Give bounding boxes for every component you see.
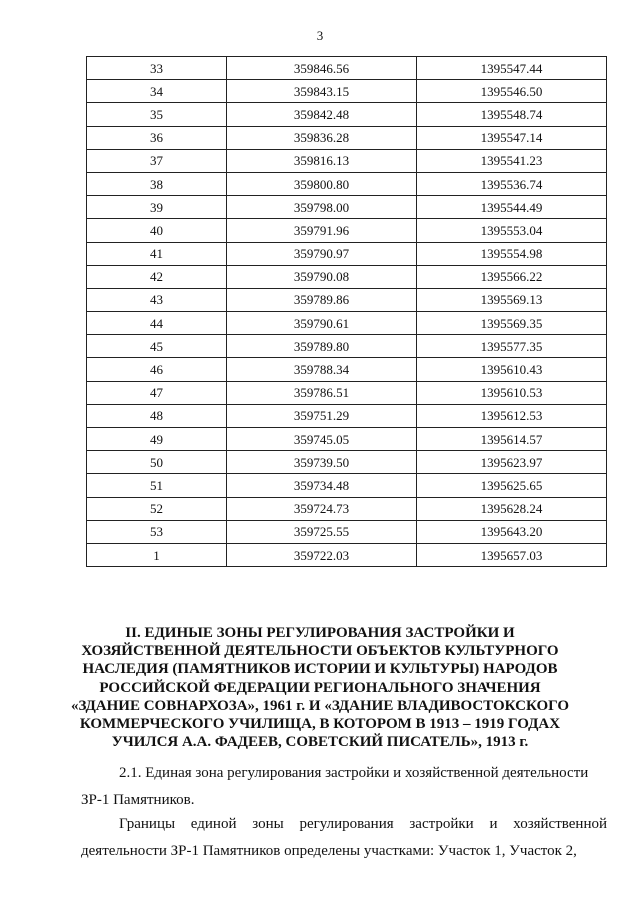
y-coordinate-cell: 1395628.24 [416, 497, 606, 520]
paragraph-text: Границы единой зоны регулирования застройки и хозяйственной деятельности ЗР-1 Памятников определены участками: Участок 1, Участок 2, [81, 816, 607, 859]
y-coordinate-cell: 1395547.44 [416, 57, 606, 80]
x-coordinate-cell: 359722.03 [227, 543, 417, 566]
y-coordinate-cell: 1395541.23 [416, 149, 606, 172]
paragraph-text: 2.1. Единая зона регулирования застройки и хозяйственной деятельности ЗР-1 Памятников. [81, 765, 589, 808]
x-coordinate-cell: 359816.13 [227, 149, 417, 172]
table-row [87, 474, 607, 497]
point-number-cell: 33 [87, 57, 227, 80]
x-coordinate-cell: 359790.61 [227, 312, 417, 335]
point-number-cell: 40 [87, 219, 227, 242]
point-number-cell: 36 [87, 126, 227, 149]
table-row [87, 265, 607, 288]
table-row [87, 149, 607, 172]
x-coordinate-cell: 359751.29 [227, 404, 417, 427]
point-number-cell: 46 [87, 358, 227, 381]
x-coordinate-cell: 359734.48 [227, 474, 417, 497]
y-coordinate-cell: 1395623.97 [416, 451, 606, 474]
point-number-cell: 51 [87, 474, 227, 497]
point-number-cell: 35 [87, 103, 227, 126]
table-row [87, 288, 607, 311]
x-coordinate-cell: 359725.55 [227, 520, 417, 543]
point-number-cell: 1 [87, 543, 227, 566]
y-coordinate-cell: 1395569.13 [416, 288, 606, 311]
point-number-cell: 44 [87, 312, 227, 335]
table-row [87, 428, 607, 451]
point-number-cell: 42 [87, 265, 227, 288]
x-coordinate-cell: 359745.05 [227, 428, 417, 451]
point-number-cell: 50 [87, 451, 227, 474]
x-coordinate-cell: 359789.80 [227, 335, 417, 358]
table-row [87, 404, 607, 427]
point-number-cell: 41 [87, 242, 227, 265]
x-coordinate-cell: 359789.86 [227, 288, 417, 311]
table-row [87, 312, 607, 335]
point-number-cell: 47 [87, 381, 227, 404]
page-number: 3 [316, 28, 324, 43]
x-coordinate-cell: 359798.00 [227, 196, 417, 219]
x-coordinate-cell: 359724.73 [227, 497, 417, 520]
x-coordinate-cell: 359786.51 [227, 381, 417, 404]
table-row [87, 543, 607, 566]
y-coordinate-cell: 1395625.65 [416, 474, 606, 497]
table-row [87, 381, 607, 404]
point-number-cell: 43 [87, 288, 227, 311]
table-row [87, 451, 607, 474]
table-row [87, 219, 607, 242]
point-number-cell: 37 [87, 149, 227, 172]
y-coordinate-cell: 1395548.74 [416, 103, 606, 126]
section-heading: II. ЕДИНЫЕ ЗОНЫ РЕГУЛИРОВАНИЯ ЗАСТРОЙКИ И ХОЗЯЙСТВЕННОЙ ДЕЯТЕЛЬНОСТИ ОБЪЕКТОВ КУЛЬТУРНОГО НАСЛЕДИЯ (ПАМЯТНИКОВ ИСТОРИИ И КУЛЬТУРЫ) НАРОДОВ РОССИЙСКОЙ ФЕДЕРАЦИИ РЕГИОНАЛЬНОГО ЗНАЧЕНИЯ «ЗДАНИЕ СОВНАРХОЗА», 1961 г. И «ЗДАНИЕ ВЛАДИВОСТОКСКОГО КОММЕРЧЕСКОГО УЧИЛИЩА, В КОТОРОМ В 1913 – 1919 ГОДАХ УЧИЛСЯ А.А. ФАДЕЕВ, СОВЕТСКИЙ ПИСАТЕЛЬ», 1913 г. [70, 625, 570, 751]
table-row [87, 335, 607, 358]
x-coordinate-cell: 359739.50 [227, 451, 417, 474]
y-coordinate-cell: 1395546.50 [416, 80, 606, 103]
point-number-cell: 53 [87, 520, 227, 543]
table-row [87, 57, 607, 80]
y-coordinate-cell: 1395547.14 [416, 126, 606, 149]
y-coordinate-cell: 1395610.53 [416, 381, 606, 404]
table-row [87, 172, 607, 195]
point-number-cell: 38 [87, 172, 227, 195]
point-number-cell: 52 [87, 497, 227, 520]
y-coordinate-cell: 1395553.04 [416, 219, 606, 242]
y-coordinate-cell: 1395569.35 [416, 312, 606, 335]
paragraph-zone-boundaries [81, 811, 607, 865]
point-number-cell: 49 [87, 428, 227, 451]
x-coordinate-cell: 359790.97 [227, 242, 417, 265]
point-number-cell: 45 [87, 335, 227, 358]
point-number-cell: 48 [87, 404, 227, 427]
table-row [87, 103, 607, 126]
point-number-cell: 34 [87, 80, 227, 103]
x-coordinate-cell: 359836.28 [227, 126, 417, 149]
table-row [87, 358, 607, 381]
y-coordinate-cell: 1395577.35 [416, 335, 606, 358]
x-coordinate-cell: 359842.48 [227, 103, 417, 126]
y-coordinate-cell: 1395554.98 [416, 242, 606, 265]
x-coordinate-cell: 359846.56 [227, 57, 417, 80]
y-coordinate-cell: 1395566.22 [416, 265, 606, 288]
y-coordinate-cell: 1395610.43 [416, 358, 606, 381]
table-row [87, 80, 607, 103]
table-row [87, 196, 607, 219]
x-coordinate-cell: 359791.96 [227, 219, 417, 242]
y-coordinate-cell: 1395536.74 [416, 172, 606, 195]
table-row [87, 520, 607, 543]
table-row [87, 242, 607, 265]
table-row [87, 126, 607, 149]
y-coordinate-cell: 1395544.49 [416, 196, 606, 219]
point-number-cell: 39 [87, 196, 227, 219]
y-coordinate-cell: 1395657.03 [416, 543, 606, 566]
x-coordinate-cell: 359843.15 [227, 80, 417, 103]
x-coordinate-cell: 359800.80 [227, 172, 417, 195]
y-coordinate-cell: 1395612.53 [416, 404, 606, 427]
x-coordinate-cell: 359788.34 [227, 358, 417, 381]
y-coordinate-cell: 1395643.20 [416, 520, 606, 543]
y-coordinate-cell: 1395614.57 [416, 428, 606, 451]
coordinates-table [86, 56, 607, 567]
table-row [87, 497, 607, 520]
paragraph-zone-definition [81, 760, 607, 814]
x-coordinate-cell: 359790.08 [227, 265, 417, 288]
